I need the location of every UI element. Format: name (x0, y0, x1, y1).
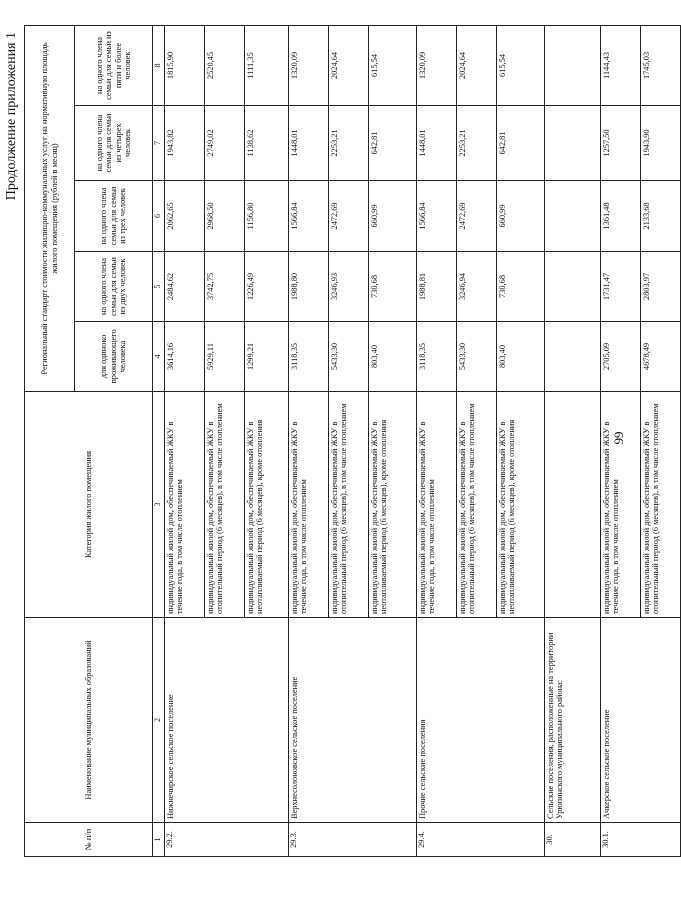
row-number: 30. (545, 823, 601, 857)
header-col-name: Наименование муниципальных образований (25, 618, 153, 823)
housing-category: индивидуальный жилой дом, обеспечиваемый ЖКУ в течение года, в том числе отоплением (289, 392, 329, 618)
tariff-value: 4678,49 (641, 322, 681, 392)
header-col-five: на одного члена семьи для семьи из пяти и более человек (75, 26, 153, 106)
table-row (545, 26, 601, 857)
tariff-value: 3118,35 (289, 322, 329, 392)
tariff-table (24, 25, 681, 857)
housing-category: индивидуальный жилой дом, обеспечиваемый ЖКУ в неотапливаемый период (6 месяцев), кроме отопления (497, 392, 545, 618)
tariff-value: 1448,01 (289, 106, 329, 181)
index-cell: 5 (153, 252, 165, 322)
tariff-value: 1138,62 (245, 106, 289, 181)
index-cell: 8 (153, 26, 165, 106)
housing-category: индивидуальный жилой дом, обеспечиваемый ЖКУ в отопительный период (6 месяцев), в том числе отоплением (205, 392, 245, 618)
housing-category: индивидуальный жилой дом, обеспечиваемый ЖКУ в отопительный период (6 месяцев), в том числе отоплением (457, 392, 497, 618)
tariff-value: 1320,09 (417, 26, 457, 106)
tariff-value: 2133,68 (641, 181, 681, 252)
tariff-value: 1566,84 (289, 181, 329, 252)
tariff-value: 2968,50 (205, 181, 245, 252)
tariff-value: 1943,82 (165, 106, 205, 181)
tariff-value: 660,99 (369, 181, 417, 252)
row-number: 29.2. (165, 823, 289, 857)
row-number: 29.3. (289, 823, 417, 857)
table-body (165, 26, 681, 857)
tariff-value: 1156,80 (245, 181, 289, 252)
tariff-value: 2472,69 (329, 181, 369, 252)
municipality-name: Верхнесолоновское сельское поселение (289, 618, 417, 823)
tariff-value: 1731,47 (601, 252, 641, 322)
tariff-value: 660,99 (497, 181, 545, 252)
municipality-name: Ачкерское сельское поселение (601, 618, 681, 823)
header-col-single: для одиноко проживающего человека (75, 322, 153, 392)
tariff-value: 2803,97 (641, 252, 681, 322)
tariff-value: 2472,69 (457, 181, 497, 252)
tariff-value: 5433,30 (457, 322, 497, 392)
index-cell: 2 (153, 618, 165, 823)
tariff-value: 2749,02 (205, 106, 245, 181)
table-row (289, 26, 329, 857)
tariff-value: 2253,21 (457, 106, 497, 181)
tariff-value: 1943,90 (641, 106, 681, 181)
tariff-value: 3118,35 (417, 322, 457, 392)
tariff-value: 1745,03 (641, 26, 681, 106)
tariff-value (545, 252, 601, 322)
index-cell: 7 (153, 106, 165, 181)
housing-category: индивидуальный жилой дом, обеспечиваемый ЖКУ в течение года, в том числе отоплением (417, 392, 457, 618)
tariff-value: 1257,50 (601, 106, 641, 181)
tariff-value: 1299,21 (245, 322, 289, 392)
tariff-value: 1111,35 (245, 26, 289, 106)
header-group: Региональный стандарт стоимости жилищно-коммунальных услуг на нормативную площадь жилого помещения (рублей в месяц) (25, 26, 75, 392)
municipality-name: Прочие сельские поселения (417, 618, 545, 823)
housing-category: индивидуальный жилой дом, обеспечиваемый ЖКУ в отопительный период (6 месяцев), в том числе отоплением (329, 392, 369, 618)
table-row (417, 26, 457, 857)
tariff-value: 5929,11 (205, 322, 245, 392)
tariff-value (545, 181, 601, 252)
row-number: 29.4. (417, 823, 545, 857)
header-col-number: № п/п (25, 823, 153, 857)
continuation-caption: Продолжение приложения 1 (4, 32, 19, 201)
tariff-value: 1566,84 (417, 181, 457, 252)
tariff-value (545, 26, 601, 106)
tariff-value: 1988,81 (417, 252, 457, 322)
tariff-value (545, 322, 601, 392)
tariff-value: 730,68 (369, 252, 417, 322)
tariff-value: 3246,93 (329, 252, 369, 322)
tariff-value: 3614,16 (165, 322, 205, 392)
tariff-value: 615,54 (369, 26, 417, 106)
header-col-category: Категория жилого помещения (25, 392, 153, 618)
tariff-value: 1361,48 (601, 181, 641, 252)
tariff-value: 1448,01 (417, 106, 457, 181)
tariff-value: 803,40 (497, 322, 545, 392)
row-number: 30.1. (601, 823, 681, 857)
tariff-value: 2253,21 (329, 106, 369, 181)
index-cell: 1 (153, 823, 165, 857)
tariff-value: 803,40 (369, 322, 417, 392)
tariff-value: 1815,90 (165, 26, 205, 106)
tariff-value: 730,68 (497, 252, 545, 322)
tariff-value: 3742,75 (205, 252, 245, 322)
header-col-four: на одного члена семьи для семьи из четырех человек (75, 106, 153, 181)
housing-category: индивидуальный жилой дом, обеспечиваемый ЖКУ в течение года, в том числе отоплением (165, 392, 205, 618)
tariff-value: 5433,30 (329, 322, 369, 392)
tariff-value: 1144,43 (601, 26, 641, 106)
municipality-name: Нижнечирское сельское поселение (165, 618, 289, 823)
tariff-value: 1988,80 (289, 252, 329, 322)
index-cell: 3 (153, 392, 165, 618)
housing-category: индивидуальный жилой дом, обеспечиваемый ЖКУ в отопительный период (6 месяцев), в том числе отоплением (641, 392, 681, 618)
tariff-value: 642,81 (497, 106, 545, 181)
header-col-two: на одного члена семьи для семьи из двух человек (75, 252, 153, 322)
tariff-value: 2024,64 (329, 26, 369, 106)
table-row (165, 26, 205, 857)
table-header (25, 26, 165, 857)
tariff-value (545, 106, 601, 181)
tariff-value: 2705,09 (601, 322, 641, 392)
tariff-value: 2024,64 (457, 26, 497, 106)
housing-category: индивидуальный жилой дом, обеспечиваемый ЖКУ в неотапливаемый период (6 месяцев), кроме отопления (245, 392, 289, 618)
page-number: 99 (611, 431, 626, 445)
index-cell: 6 (153, 181, 165, 252)
tariff-value: 2484,62 (165, 252, 205, 322)
table-row (601, 26, 641, 857)
index-cell: 4 (153, 322, 165, 392)
tariff-value: 615,54 (497, 26, 545, 106)
housing-category: индивидуальный жилой дом, обеспечиваемый ЖКУ в неотапливаемый период (6 месяцев), кроме отопления (369, 392, 417, 618)
tariff-value: 2520,45 (205, 26, 245, 106)
tariff-value: 2062,65 (165, 181, 205, 252)
tariff-value: 3246,94 (457, 252, 497, 322)
header-col-three: на одного члена семьи для семьи из трех человек (75, 181, 153, 252)
municipality-name: Сельские поселения, расположенные на территории Урюпинского муниципального района: (545, 618, 601, 823)
housing-category (545, 392, 601, 618)
housing-category: индивидуальный жилой дом, обеспечиваемый ЖКУ в течение года, в том числе отоплением (601, 392, 641, 618)
tariff-value: 1226,49 (245, 252, 289, 322)
tariff-value: 1320,09 (289, 26, 329, 106)
tariff-value: 642,81 (369, 106, 417, 181)
